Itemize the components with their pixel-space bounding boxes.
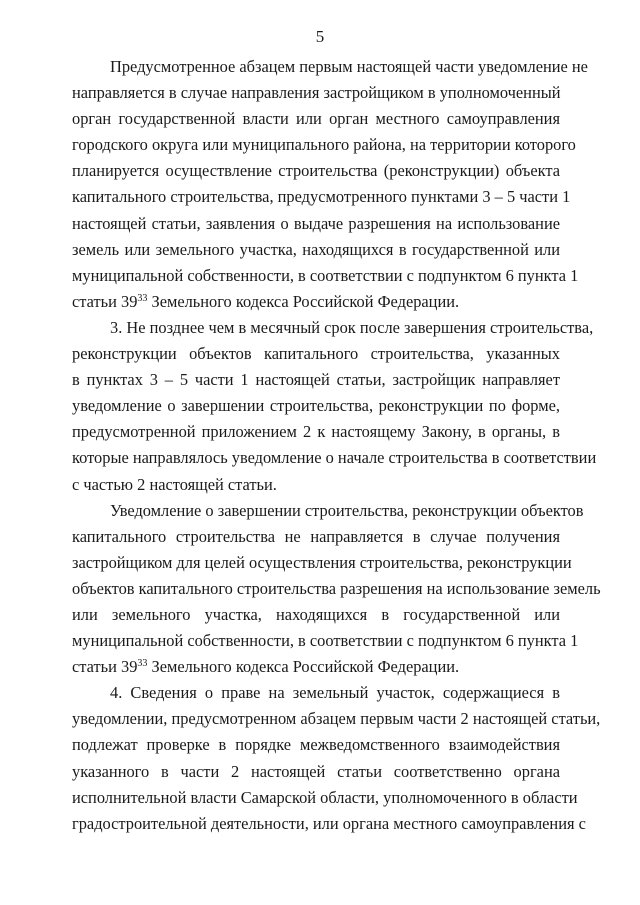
paragraph <box>72 498 601 681</box>
text-line: исполнительной власти Самарской области, уполномоченного в области <box>72 787 578 807</box>
text-line: орган государственной власти или орган местного самоуправления <box>72 109 560 129</box>
text-line: земель или земельного участка, находящихся в государственной или <box>72 239 560 259</box>
text-line: с частью 2 настоящей статьи. <box>72 474 277 494</box>
document-body <box>72 54 601 837</box>
text-line: подлежат проверке в порядке межведомственного взаимодействия <box>72 735 560 755</box>
text-line: или земельного участка, находящихся в государственной или <box>72 604 560 624</box>
text-line: направляется в случае направления застройщиком в уполномоченный <box>72 83 561 103</box>
text-line: капитального строительства, предусмотренного пунктами 3 – 5 части 1 <box>72 187 571 207</box>
text-line: статьи $39^{33}$ Земельного кодекса Российской Федерации. <box>72 657 460 677</box>
text-line: указанного в части 2 настоящей статьи соответственно органа <box>72 761 560 781</box>
text-line: уведомление о завершении строительства, реконструкции по форме, <box>72 396 560 416</box>
paragraph <box>72 54 588 315</box>
text-line: статьи $39^{33}$ Земельного кодекса Российской Федерации. <box>72 291 460 311</box>
text-line: которые направлялось уведомление о начале строительства в соответствии <box>72 448 597 468</box>
text-line: Предусмотренное абзацем первым настоящей части уведомление не <box>110 57 588 76</box>
text-line: планируется осуществление строительства (реконструкции) объекта <box>72 161 560 181</box>
paragraph <box>72 315 597 498</box>
superscript: 33 <box>137 658 148 670</box>
text-line: уведомлении, предусмотренном абзацем первым части 2 настоящей статьи, <box>72 709 601 729</box>
text-line: в пунктах 3 – 5 части 1 настоящей статьи, застройщик направляет <box>72 370 560 390</box>
text-line: объектов капитального строительства разрешения на использование земель <box>72 578 601 598</box>
text-line: городского округа или муниципального района, на территории которого <box>72 135 576 155</box>
superscript: 33 <box>137 292 148 304</box>
text-line: застройщиком для целей осуществления строительства, реконструкции <box>72 552 572 572</box>
text-line: реконструкции объектов капитального строительства, указанных <box>72 344 560 364</box>
text-line: предусмотренной приложением 2 к настоящему Закону, в органы, в <box>72 422 560 442</box>
text-line: 3. Не позднее чем в месячный срок после завершения строительства, <box>110 317 594 337</box>
text-line: муниципальной собственности, в соответствии с подпунктом 6 пункта 1 <box>72 265 579 285</box>
text-line: капитального строительства не направляется в случае получения <box>72 526 560 546</box>
paragraph <box>72 680 601 837</box>
page-number: 5 <box>315 27 325 46</box>
text-line: муниципальной собственности, в соответствии с подпунктом 6 пункта 1 <box>72 631 579 651</box>
text-line: настоящей статьи, заявления о выдаче разрешения на использование <box>72 213 560 233</box>
text-line: градостроительной деятельности, или органа местного самоуправления с <box>72 813 586 833</box>
text-line: Уведомление о завершении строительства, реконструкции объектов <box>110 500 584 520</box>
text-line: 4. Сведения о праве на земельный участок, содержащиеся в <box>110 683 560 703</box>
